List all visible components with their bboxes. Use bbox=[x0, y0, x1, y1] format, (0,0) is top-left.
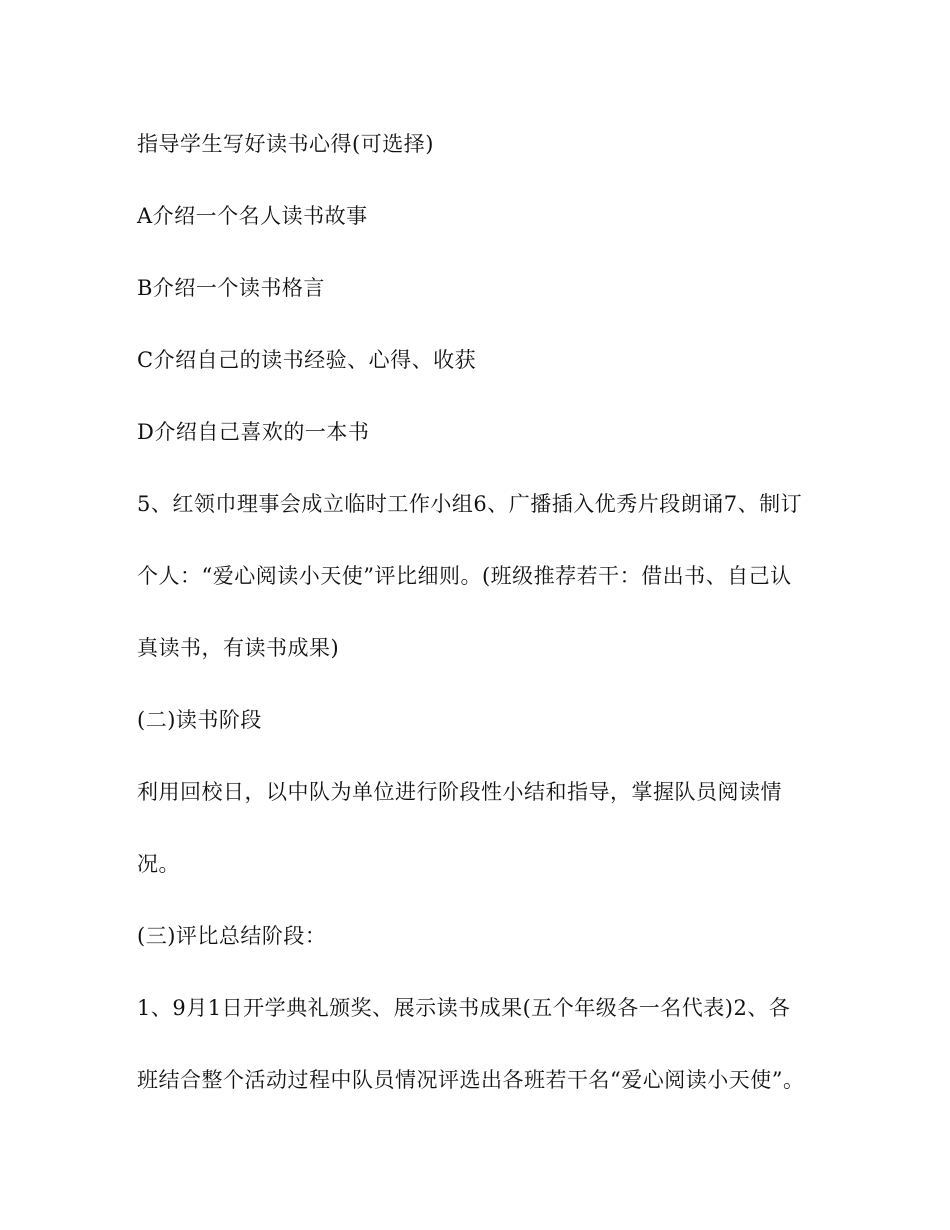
text-line: 班结合整个活动过程中队员情况评选出各班若干名“爱心阅读小天使”。 bbox=[137, 1068, 805, 1092]
text-line: 5、红领巾理事会成立临时工作小组6、广播插入优秀片段朗诵7、制订 bbox=[137, 492, 803, 516]
text-line: 1、9月1日开学典礼颁奖、展示读书成果(五个年级各一名代表)2、各 bbox=[137, 996, 791, 1020]
text-line: 指导学生写好读书心得(可选择) bbox=[137, 132, 434, 156]
text-line: A介绍一个名人读书故事 bbox=[137, 204, 368, 228]
text-line: 利用回校日，以中队为单位进行阶段性小结和指导，掌握队员阅读情 bbox=[137, 780, 782, 804]
section-heading: (三)评比总结阶段： bbox=[137, 924, 327, 948]
text-line: D介绍自己喜欢的一本书 bbox=[137, 420, 370, 444]
document-body bbox=[137, 126, 817, 1134]
text-line: C介绍自己的读书经验、心得、收获 bbox=[137, 348, 477, 372]
text-line: 真读书，有读书成果) bbox=[137, 636, 340, 660]
section-heading: (二)读书阶段 bbox=[137, 708, 262, 732]
text-line: 个人：“爱心阅读小天使”评比细则。(班级推荐若干：借出书、自己认 bbox=[137, 564, 792, 588]
text-line: B介绍一个读书格言 bbox=[137, 276, 325, 300]
text-line: 况。 bbox=[137, 852, 180, 876]
